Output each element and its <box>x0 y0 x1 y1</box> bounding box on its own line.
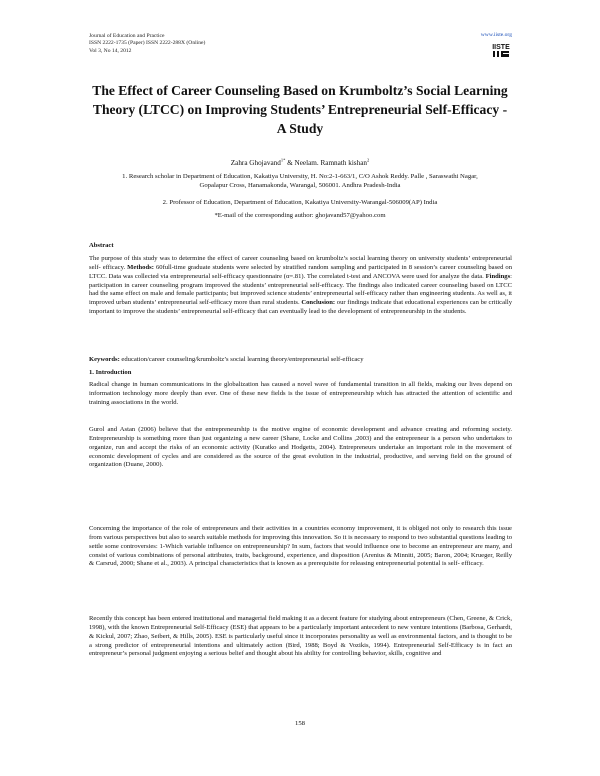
section-heading: 1. Introduction <box>89 369 132 376</box>
author-2: Neelam. Ramnath kishan <box>294 159 367 167</box>
author-2-sup: 2 <box>367 157 370 163</box>
author-1: Zahra Ghojavand <box>230 159 281 167</box>
conclusion-text: our findings indicate that educational experiences can be critically important to improve the students’ entrepreneurial self-efficacy that can eventually lead to the development of entrepreneurship in the students. <box>89 299 512 316</box>
journal-name: Journal of Education and Practice <box>89 33 165 39</box>
author-1-sup: 1* <box>280 157 286 163</box>
journal-volume: Vol 3, No 14, 2012 <box>89 47 132 54</box>
findings-label: Findings <box>485 272 511 280</box>
author-separator: & <box>285 159 295 167</box>
paragraph: Radical change in human communications in the globalization has caused a novel wave of fundamental transition in all fields, making our lives depend on information technology more deeply than ever. One of these new fields is the issue of entrepreneurship which has attracted the attention of scientific and training associations in the world. <box>89 381 512 406</box>
paragraph: Gurol and Astan (2006) believe that the entrepreneurship is the motive engine of economic development and advance creating and reforming society. Entrepreneurship is something more than just organizing a new career (Shane, Locke and Collins ,2003) and the entrepreneur is a person who undertakes to organize, run and accept the risks of an economic activity (Kuratko and Hodgetts, 2004). Entrepreneurs undertake an important role in the movement of economic development of cycles and are considered as the source of the great evolution in the industrial, productive, and serving field on the ground of organization (Duane, 2000). <box>89 426 512 469</box>
author-line <box>90 159 510 167</box>
corresponding-email: *E-mail of the corresponding author: ghojavand57@yahoo.com <box>214 212 386 219</box>
affiliation-1: 1. Research scholar in Department of Education, Kakatiya University, H. No:2-1-663/1, C/O Ashok Reddy. Palle , Saraswathi Nagar, Gopalapur Cross, Hanamakonda, Warangal, 506001. Andhra Pradesh-India <box>122 173 478 190</box>
keywords <box>89 356 512 365</box>
conclusion-label: Conclusion: <box>301 299 336 307</box>
paper-title: The Effect of Career Counseling Based on Krumboltz’s Social Learning Theory (LTCC) on Improving Students’ Entrepreneurial Self-Efficacy - A Study <box>92 83 508 136</box>
methods-label: Methods: <box>127 263 154 271</box>
keywords-label: Keywords: <box>89 356 120 363</box>
paragraph: Recently this concept has been entered institutional and managerial field making it as a decent feature for studying about entrepreneurs (Chen, Greene, & Crick, 1998), with the known Entrepreneurial Self-Efficacy (ESE) that appears to be a particularly important antecedent to new venture intentions (Barbosa, Gerhardt, & Kickul, 2007; Zhao, Seibert, & Hills, 2005). ESE is particularly useful since it incorporates personality as well as environmental factors, and is thought to be a strong predictor of entrepreneurial intentions and ultimately action (Bird, 1988; Boyd & Vozikis, 1994). Entrepreneurial Self-Efficacy is in fact an entrepreneur’s personal judgment enjoying a serious belief and thought about his ability for controlling behavior, skills, cognitive and <box>89 615 512 658</box>
journal-issn: ISSN 2222-1735 (Paper) ISSN 2222-288X (Online) <box>89 40 206 47</box>
paragraph: Concerning the importance of the role of entrepreneurs and their activities in a countries economy improvement, it is obliged not only to research this issue from various perspectives but also to search suitable methods for improving this innovation. So it is necessary to respond to two substantial questions leading to settle some controversies: 1-Which variable influence on entrepreneurship? In sum, factors that would influence one to become an entrepreneur are many, and consist of various combinations of personal attributes, traits, background, experience, and disposition (Arenius & Minniti, 2005; Baron, 2004; Krueger, Reilly & Carsrud, 2000; Shane et al., 2003). A principal characteristics that is known as a prerequisite for releasing entrepreneurial potential is self- efficacy. <box>89 525 512 568</box>
abstract-text <box>89 255 512 317</box>
svg-text:IISTE: IISTE <box>492 44 510 51</box>
keywords-text: education/career counseling/krumboltz’s social learning theory/entrepreneurial self-efficacy <box>119 356 364 363</box>
methods-text: 60full-time graduate students were selected by stratified random sampling and participated in 8 session’s career counseling based on LTCC. Data was collected via entrepreneurial self-efficacy questionnaire (α=.81). The correlated t-test and ANCOVA were used for analyze the data. <box>89 263 513 280</box>
journal-website-block <box>481 32 512 63</box>
findings-text: : participation in career counseling program improved the students’ entrepreneurial self-efficacy. The findings also indicated career counseling based on LTCC had the same effect on male and female participants; but improved science students’ entrepreneurial self-efficacy rather than engineering students. As well as, it improved urban students’ entrepreneurial self-efficacy more than rural students. <box>89 272 512 307</box>
page-number: 158 <box>294 720 306 727</box>
affiliation-2: 2. Professor of Education, Department of Education, Kakatiya University-Warangal-506009(AP) India <box>162 199 438 206</box>
abstract-heading: Abstract <box>89 242 114 249</box>
journal-header <box>89 33 205 55</box>
iiste-logo-icon <box>490 41 512 58</box>
journal-url[interactable]: www.iiste.org <box>480 32 512 38</box>
abstract-intro: The purpose of this study was to determine the effect of career counseling based on krumboltz’s social learning theory on university students’ entrepreneurial self- efficacy. <box>89 255 512 271</box>
